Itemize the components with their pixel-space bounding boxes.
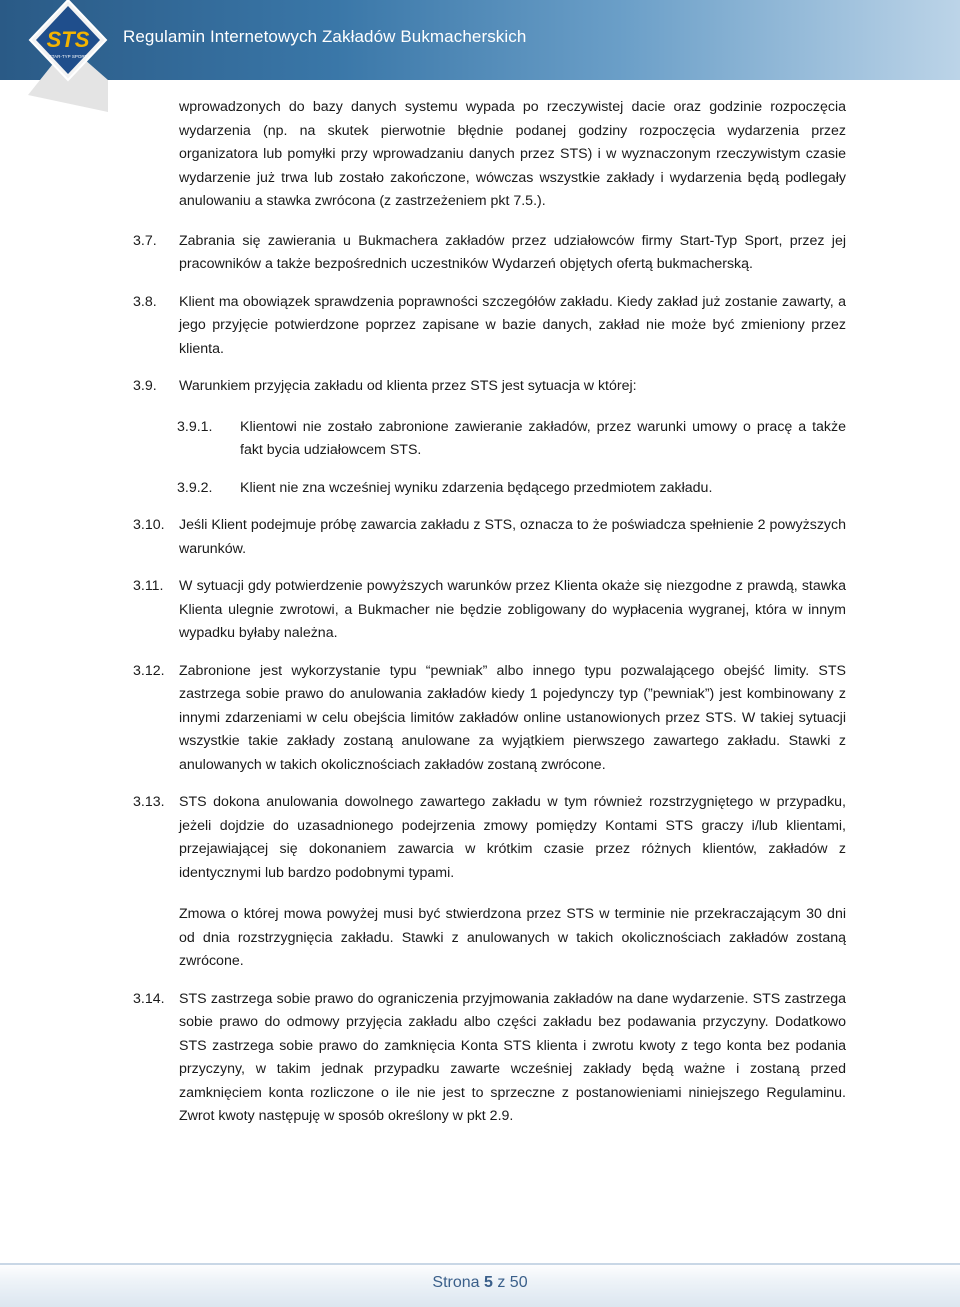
clause-number: 3.10.	[133, 517, 165, 533]
document-title: Regulamin Internetowych Zakładów Bukmacherskich	[123, 27, 527, 46]
clause-3-9	[133, 375, 846, 399]
clause-text: Klient ma obowiązek sprawdzenia poprawności szczegółów zakładu. Kiedy zakład już zostanie zawarty, a jego przyjęcie potwierdzone poprzez zapisane w bazie danych, zakład nie może być zmieniony przez klienta.	[179, 293, 846, 357]
svg-text:STAR-TYP SPORT: STAR-TYP SPORT	[48, 54, 88, 59]
lead-paragraph: wprowadzonych do bazy danych systemu wypada po rzeczywistej dacie oraz godzinie rozpoczęcia wydarzenia (np. na skutek pierwotnie błędnie podanej godziny rozpoczęcia wydarzenia przez organizatora lub pomyłki przy wprowadzaniu danych przez STS) i w wyznaczonym rzeczywistym czasie wydarzenie już trwa lub zostało zakończone, wówczas wszystkie zakłady i wydarzenia będą podlegały anulowaniu a stawka zwrócona (z zastrzeżeniem pkt 7.5.).	[179, 99, 846, 209]
clause-text: Klientowi nie zostało zabronione zawieranie zakładów, przez warunki umowy o pracę a także fakt bycia udziałowcem STS.	[240, 418, 846, 458]
clause-text: STS zastrzega sobie prawo do ograniczenia przyjmowania zakładów na dane wydarzenie. STS zastrzega sobie prawo do odmowy przyjęcia zakładu albo części zakładu bez podawania przyczyny. Dodatkowo STS zastrzega sobie prawo do zamknięcia Konta STS klienta i zwrotu kwoty z tego konta bez podania przyczyny, w takim jednak przypadku zawarte wcześniej zakłady będą ważne i zostaną przed zamknięciem konta rozliczone o ile nie jest to sprzeczne z postanowieniami niniejszego Regulaminu. Zwrot kwoty następuję w sposób określony w pkt 2.9.	[179, 990, 846, 1124]
clause-number: 3.13.	[133, 794, 165, 810]
clause-3-7	[133, 230, 846, 277]
clause-text: Zabrania się zawierania u Bukmachera zakładów przez udziałowców firmy Start-Typ Sport, przez jej pracowników a także bezpośrednich uczestników Wydarzeń objętych ofertą bukmacherską.	[179, 232, 846, 272]
clause-text: Zmowa o której mowa powyżej musi być stwierdzona przez STS w terminie nie przekraczającym 30 dni od dnia rozstrzygnięcia zakładu. Stawki z anulowanych w takich okolicznościach zakładów zostaną zwrócone.	[179, 906, 846, 969]
clause-number: 3.7.	[133, 232, 157, 249]
clause-3-12	[133, 660, 846, 778]
document-body	[133, 96, 846, 1129]
clause-number: 3.9.1.	[177, 418, 213, 435]
page-number	[0, 1274, 960, 1292]
clause-3-10	[133, 514, 846, 561]
clause-text: W sytuacji gdy potwierdzenie powyższych warunków przez Klienta okaże się niezgodne z prawdą, stawka Klienta ulegnie zwrotowi, a Bukmacher nie będzie zobligowany do wypłacenia wygranej, która w innym wypadku byłaby należna.	[179, 578, 846, 641]
clause-text: Warunkiem przyjęcia zakładu od klienta przez STS jest sytuacja w której:	[179, 378, 637, 394]
clause-text: Klient nie zna wcześniej wyniku zdarzenia będącego przedmiotem zakładu.	[240, 479, 713, 496]
clause-text: Jeśli Klient podejmuje próbę zawarcia zakładu z STS, oznacza to że poświadcza spełnienie 2 powyższych warunków.	[179, 517, 846, 557]
clause-text: Zabronione jest wykorzystanie typu “pewniak” albo innego typu pozwalającego obejść limity. STS zastrzega sobie prawo do anulowania zakładów kiedy 1 pojedynczy typ (”pewniak”) jest kombinowany z innymi zdarzeniami w celu obejścia limitów zakładów online ustanowionych przez STS. W takiej sytuacji wszystkie takie zakłady zostaną anulowane za wyjątkiem pierwszego zawartego zakładu. Stawki z anulowanych w takich okolicznościach zakładów zostaną zwrócone.	[179, 662, 846, 773]
clause-3-11	[133, 575, 846, 646]
clause-3-13	[133, 791, 846, 885]
total-pages: 50	[509, 1274, 528, 1291]
clause-number: 3.14.	[133, 990, 165, 1007]
clause-3-13-continuation	[133, 903, 846, 974]
page-separator: z	[497, 1274, 506, 1291]
page-label: Strona	[432, 1274, 480, 1291]
clause-number: 3.9.	[133, 378, 157, 394]
clause-number: 3.8.	[133, 293, 157, 310]
clause-number: 3.12.	[133, 662, 165, 679]
clause-3-9-1	[133, 416, 846, 463]
clause-number: 3.11.	[133, 578, 164, 594]
clause-number: 3.9.2.	[177, 479, 213, 496]
svg-text:STS: STS	[46, 27, 90, 52]
clause-3-8	[133, 291, 846, 362]
current-page: 5	[483, 1274, 493, 1291]
clause-3-14	[133, 988, 846, 1129]
footer-divider	[0, 1263, 960, 1265]
sts-logo	[28, 0, 108, 112]
clause-3-9-2	[133, 477, 846, 501]
clause-text: STS dokona anulowania dowolnego zawartego zakładu w tym również rozstrzygniętego w przypadku, jeżeli dojdzie do uzasadnionego podejrzenia zmowy pomiędzy Kontami STS graczy i/lub klientami, przejawiającej się dokonaniem zawarcia w krótkim czasie przez różnych klientów, zakładów z identycznymi lub bardzo podobnymi typami.	[179, 794, 846, 881]
